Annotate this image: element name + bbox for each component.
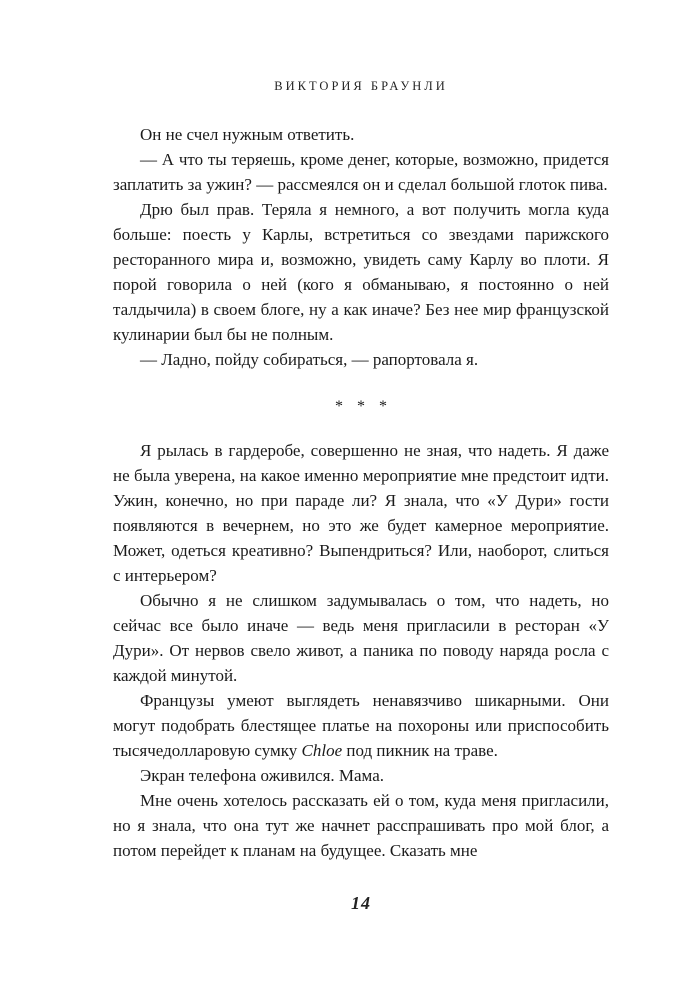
text-block <box>113 122 609 863</box>
paragraph <box>113 688 609 763</box>
paragraph: — А что ты теряешь, кроме денег, которые, возможно, придется заплатить за ужин? — рассмеялся он и сделал большой глоток пива. <box>113 150 609 194</box>
paragraph-text: под пикник на траве. <box>342 741 498 760</box>
paragraph: Дрю был прав. Теряла я немного, а вот получить могла куда больше: поесть у Карлы, встретиться со звездами парижского ресторанного мира и, возможно, увидеть саму Карлу во плоти. Я порой говорила о ней (кого я обманываю, я постоянно о ней талдычила) в своем блоге, ну а как иначе? Без нее мир французской кулинарии был бы не полным. <box>113 200 609 344</box>
running-head-author: ВИКТОРИЯ БРАУНЛИ <box>274 79 448 93</box>
paragraph: Обычно я не слишком задумывалась о том, что надеть, но сейчас все было иначе — ведь меня пригласили в ресторан «У Дури». От нервов свело живот, а паника по поводу наряда росла с каждой минутой. <box>113 591 609 685</box>
paragraph-text: Французы умеют выглядеть ненавязчиво шикарными. Они могут подобрать блестящее платье на похороны или приспособить тысячедолларовую сумку <box>113 691 609 760</box>
section-separator: * * * <box>335 398 387 415</box>
paragraph: Я рылась в гардеробе, совершенно не зная, что надеть. Я даже не была уверена, на какое именно мероприятие мне предстоит идти. Ужин, конечно, но при параде ли? Я знала, что «У Дури» гости появляются в вечернем, но это же будет камерное мероприятие. Может, одеться креативно? Выпендриться? Или, наоборот, слиться с интерьером? <box>113 441 609 585</box>
paragraph: Мне очень хотелось рассказать ей о том, куда меня пригласили, но я знала, что она тут же начнет расспрашивать про мой блог, а потом перейдет к планам на будущее. Сказать мне <box>113 791 609 860</box>
brand-name-italic: Chloe <box>301 741 343 760</box>
page-number: 14 <box>351 893 371 913</box>
paragraph: — Ладно, пойду собираться, — рапортовала я. <box>140 350 479 369</box>
paragraph: Экран телефона оживился. Мама. <box>140 766 384 785</box>
paragraph: Он не счел нужным ответить. <box>140 125 355 144</box>
